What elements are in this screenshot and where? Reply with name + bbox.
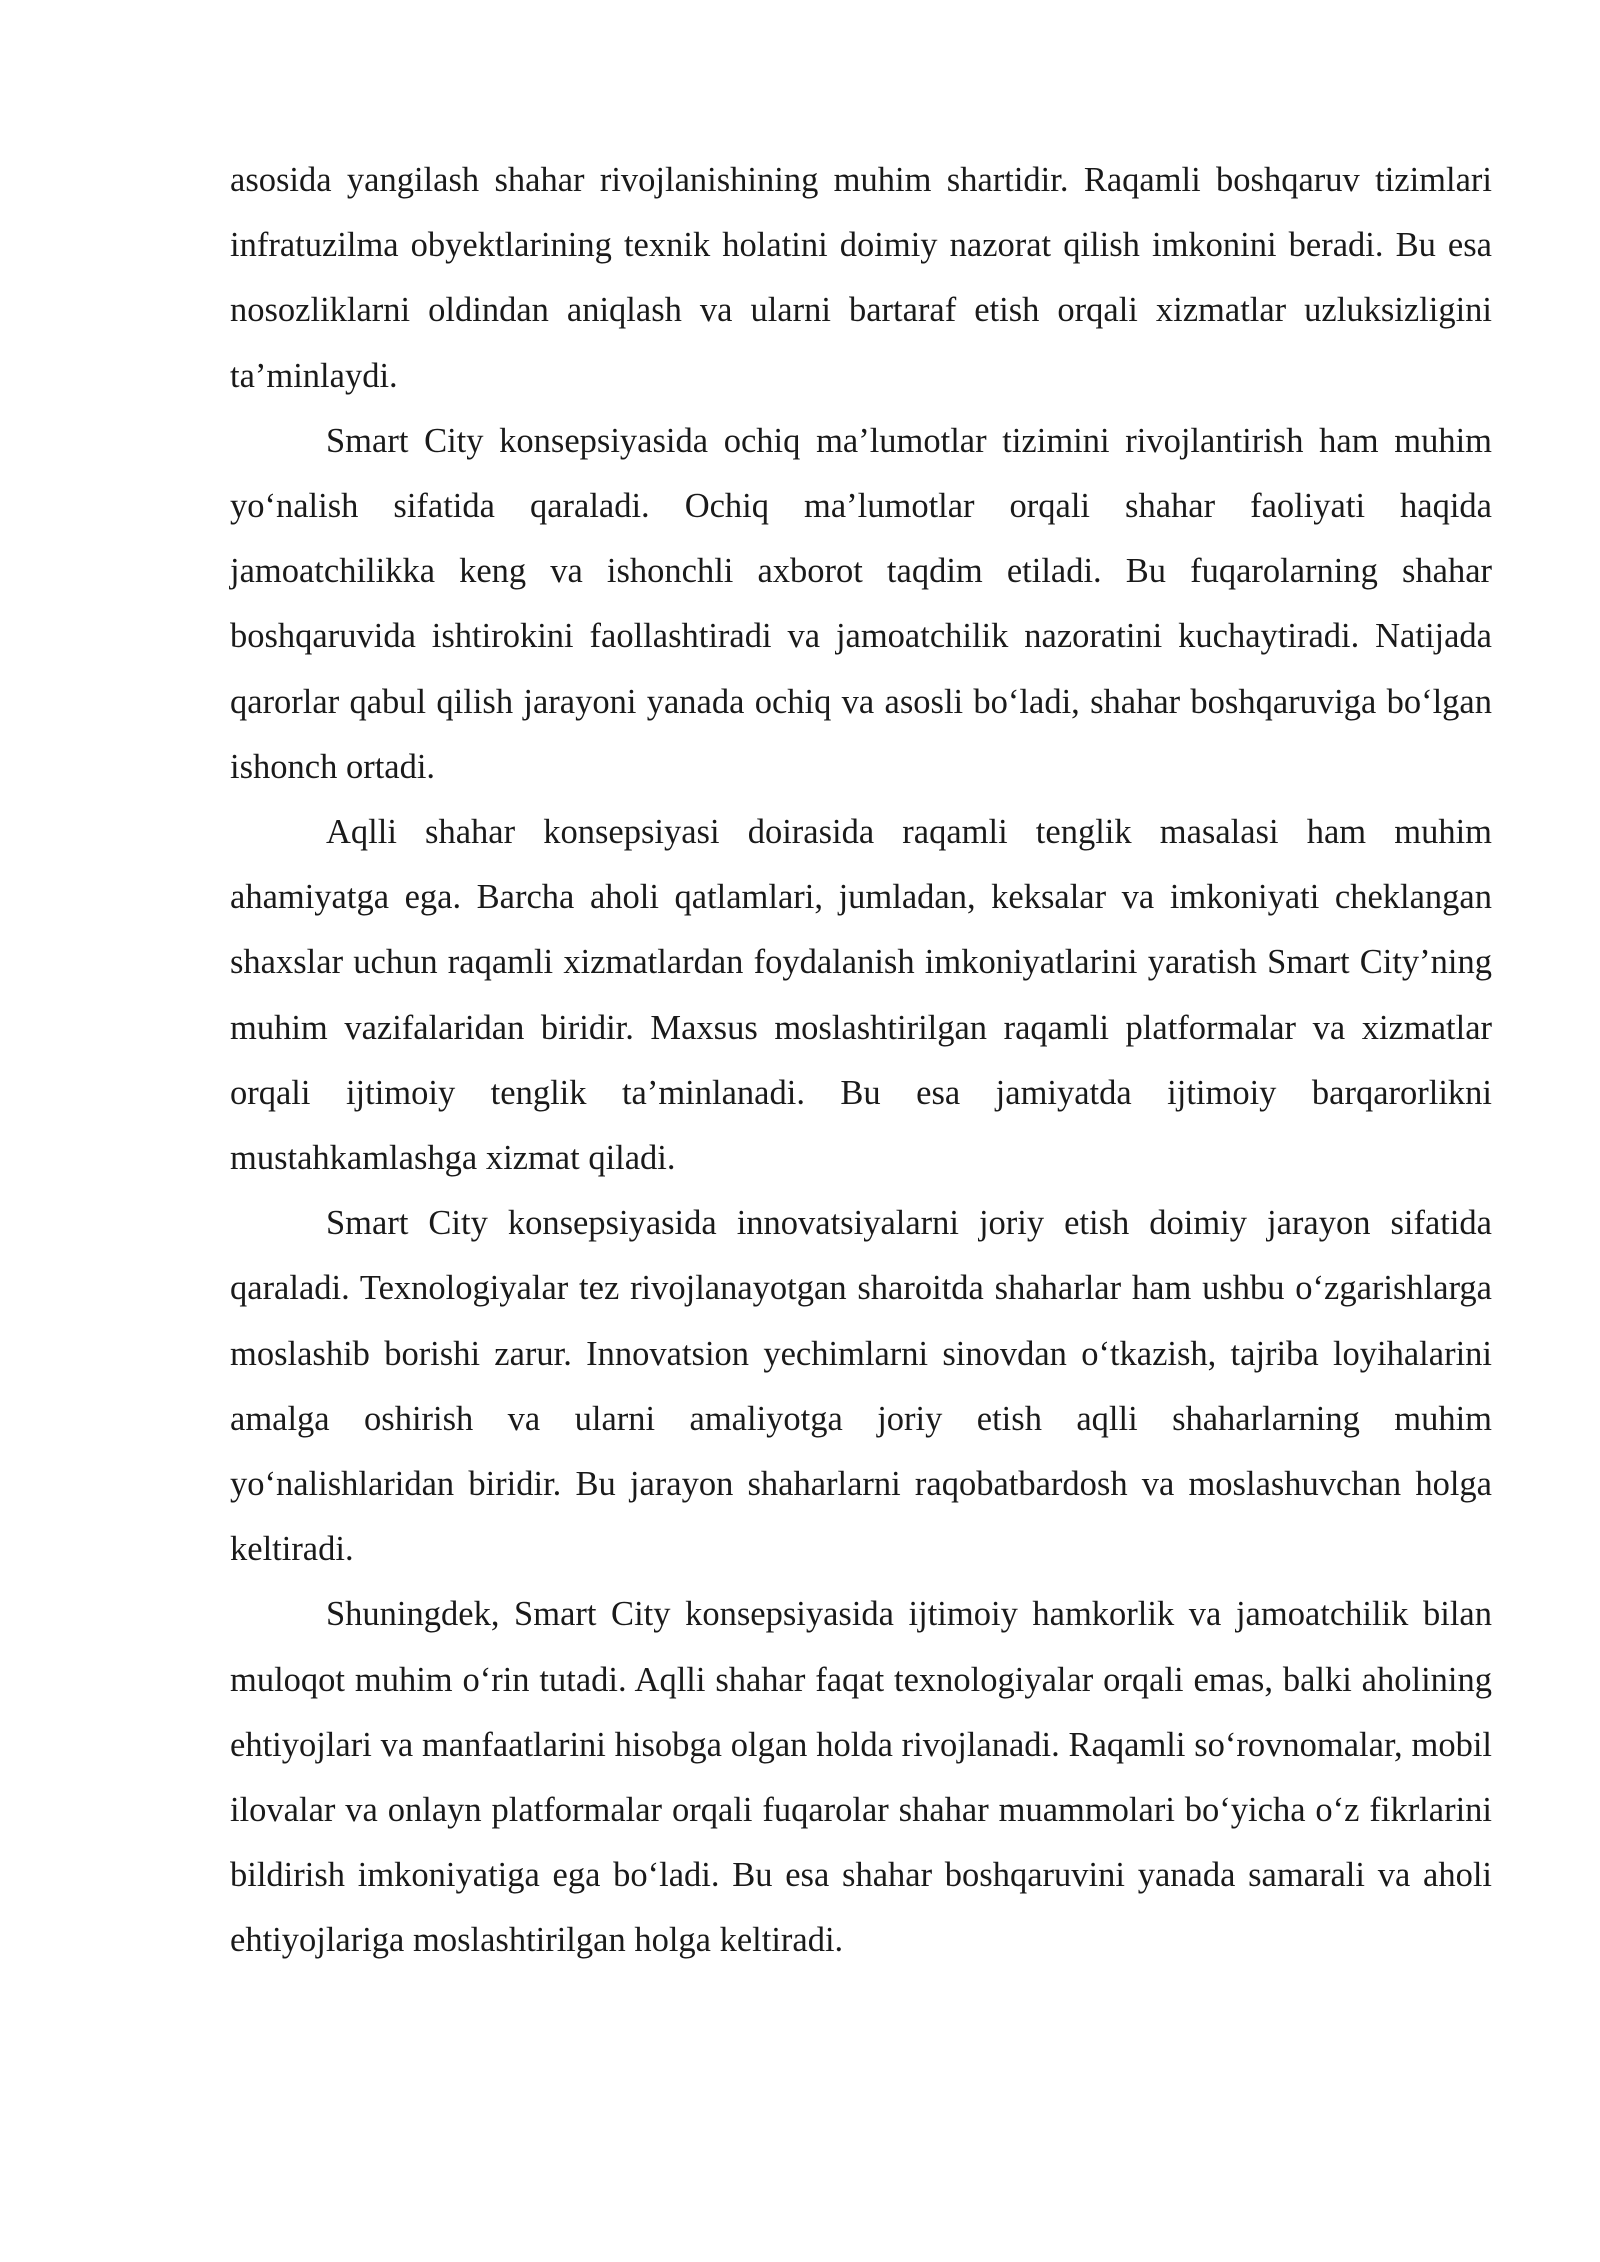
paragraph-digital-equality: Aqlli shahar konsepsiyasi doirasida raqamli tenglik masalasi ham muhim ahamiyatga ega. Barcha aholi qatlamlari, jumladan, keksalar va imkoniyati cheklangan shaxslar uchun raqamli xizmatlardan foydalanish imkoniyatlarini yaratish Smart City’ning muhim vazifalaridan biridir. Maxsus moslashtirilgan raqamli platformalar va xizmatlar orqali ijtimoiy tenglik ta’minlanadi. Bu esa jamiyatda ijtimoiy barqarorlikni mustahkamlashga xizmat qiladi. [230, 813, 1492, 1178]
paragraph-continuation: asosida yangilash shahar rivojlanishining muhim shartidir. Raqamli boshqaruv tizimlari infratuzilma obyektlarining texnik holatini doimiy nazorat qilish imkonini beradi. Bu esa nosozliklarni oldindan aniqlash va ularni bartaraf etish orqali xizmatlar uzluksizligini ta’minlaydi. [230, 161, 1492, 395]
paragraph-social-cooperation: Shuningdek, Smart City konsepsiyasida ijtimoiy hamkorlik va jamoatchilik bilan muloqot muhim o‘rin tutadi. Aqlli shahar faqat texnologiyalar orqali emas, balki aholining ehtiyojlari va manfaatlarini hisobga olgan holda rivojlanadi. Raqamli so‘rovnomalar, mobil ilovalar va onlayn platformalar orqali fuqarolar shahar muammolari bo‘yicha o‘z fikrlarini bildirish imkoniyatiga ega bo‘ladi. Bu esa shahar boshqaruvini yanada samarali va aholi ehtiyojlariga moslashtirilgan holga keltiradi. [230, 1595, 1492, 1960]
paragraph-open-data: Smart City konsepsiyasida ochiq ma’lumotlar tizimini rivojlantirish ham muhim yo‘nalish sifatida qaraladi. Ochiq ma’lumotlar orqali shahar faoliyati haqida jamoatchilikka keng va ishonchli axborot taqdim etiladi. Bu fuqarolarning shahar boshqaruvida ishtirokini faollashtiradi va jamoatchilik nazoratini kuchaytiradi. Natijada qarorlar qabul qilish jarayoni yanada ochiq va asosli bo‘ladi, shahar boshqaruviga bo‘lgan ishonch ortadi. [230, 421, 1492, 786]
document-body [230, 148, 1492, 1974]
paragraph-innovation: Smart City konsepsiyasida innovatsiyalarni joriy etish doimiy jarayon sifatida qaraladi. Texnologiyalar tez rivojlanayotgan sharoitda shaharlar ham ushbu o‘zgarishlarga moslashib borishi zarur. Innovatsion yechimlarni sinovdan o‘tkazish, tajriba loyihalarini amalga oshirish va ularni amaliyotga joriy etish aqlli shaharlarning muhim yo‘nalishlaridan biridir. Bu jarayon shaharlarni raqobatbardosh va moslashuvchan holga keltiradi. [230, 1204, 1492, 1569]
